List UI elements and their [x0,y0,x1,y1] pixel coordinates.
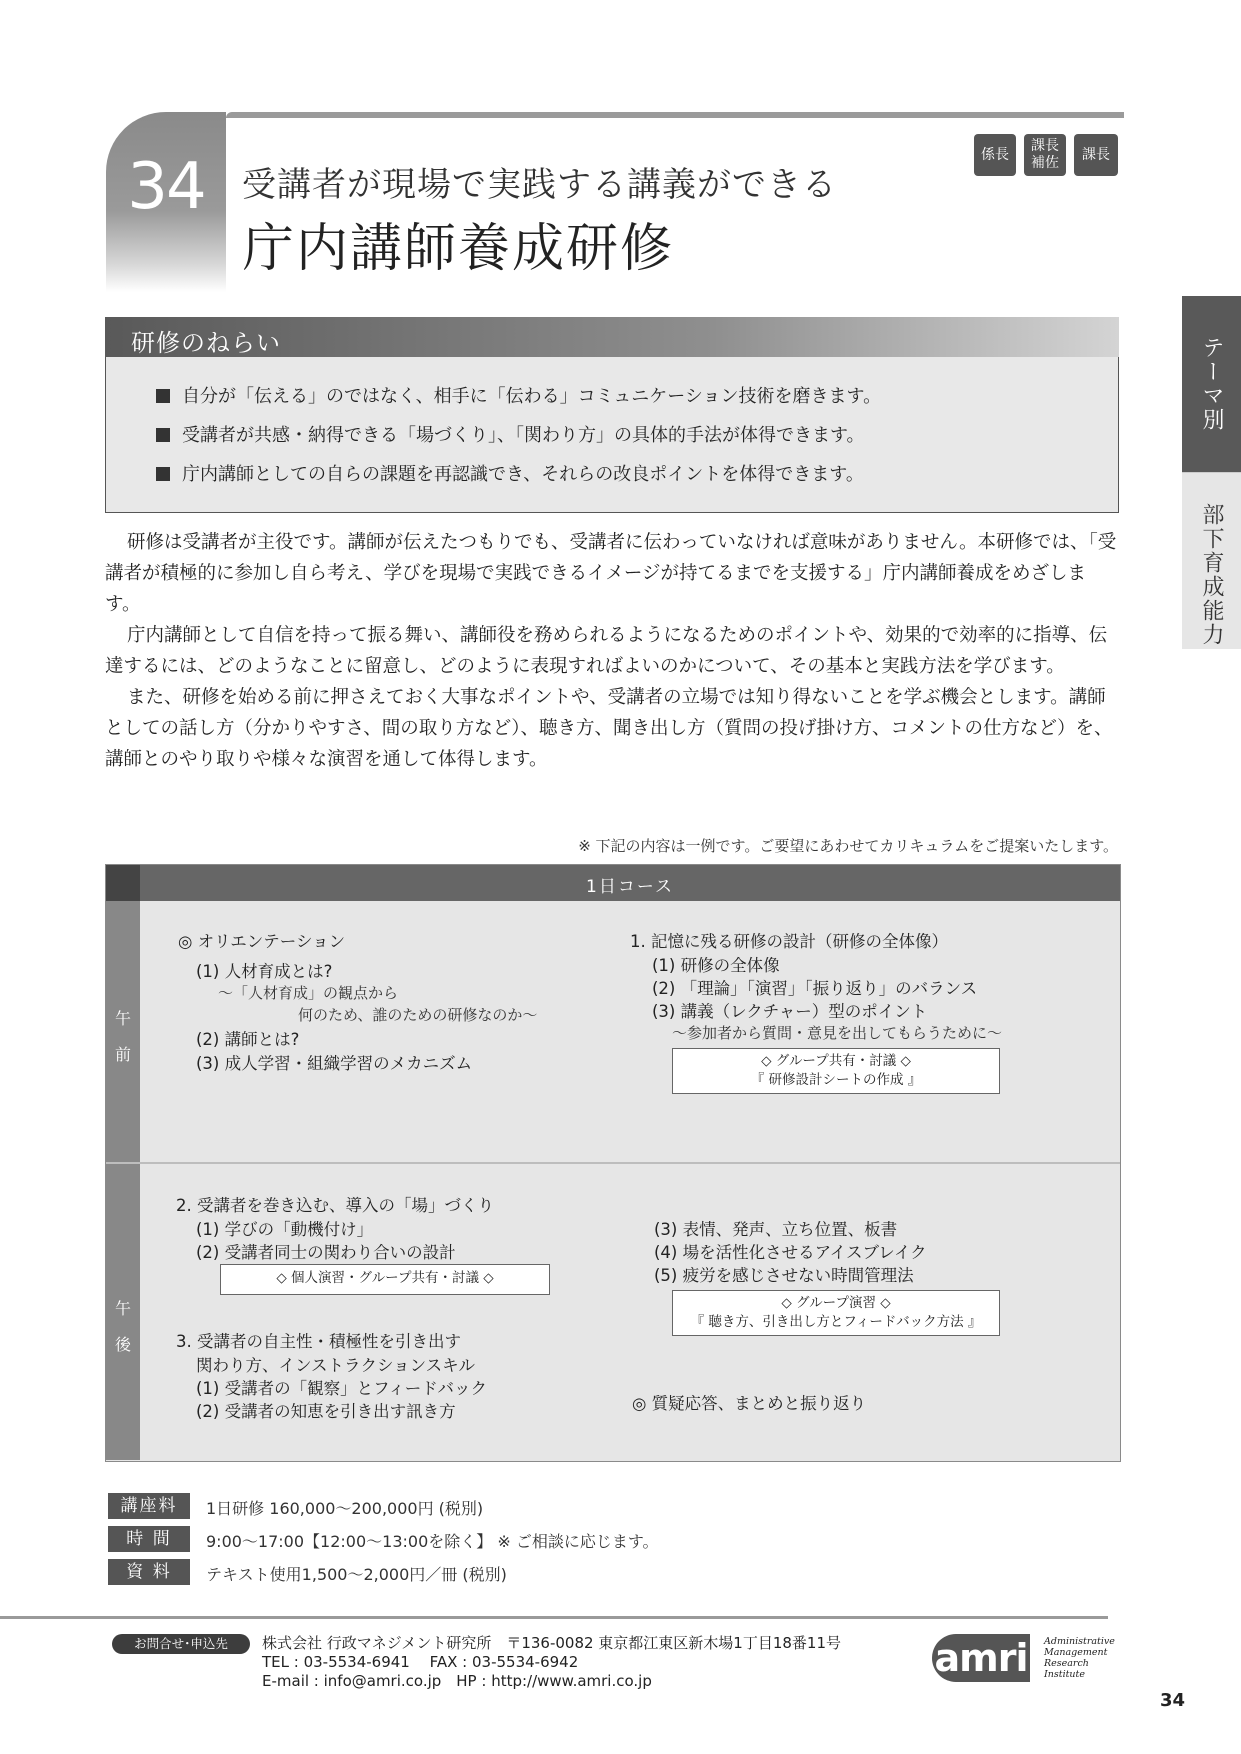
morning-topic: (3) 講義（レクチャー）型のポイント [652,1002,928,1021]
fee-label: 講座料 [108,1493,190,1519]
contact-label: お問合せ･申込先 [112,1634,250,1654]
afternoon-topic: ◎ 質疑応答、まとめと振り返り [632,1394,867,1413]
badge-kacho-hosa: 課長 補佐 [1024,134,1066,176]
morning-topic: (1) 研修の全体像 [652,956,780,975]
side-tab-category[interactable] [1182,472,1241,649]
course-table-corner [106,865,140,901]
afternoon-label-1: 午 [114,1299,131,1318]
curriculum-note: ※ 下記の内容は一例です。ご要望にあわせてカリキュラムをご提案いたします。 [578,837,1118,855]
footer-phone: TEL : 03-5534-6941 FAX : 03-5534-6942 [262,1653,579,1671]
footer-address: 株式会社 行政マネジメント研究所 〒136-0082 東京都江東区新木場1丁目18番11号 [262,1634,842,1652]
morning-label-1: 午 [114,1009,131,1028]
morning-topic: (2) 「理論」「演習」「振り返り」のバランス [652,979,978,998]
time-label: 時 間 [108,1526,190,1552]
footer-rule [0,1616,1108,1619]
amri-logo: amri [932,1634,1030,1682]
morning-workshop-box: ◇ グループ共有・討議 ◇ 『 研修設計シートの作成 』 [672,1048,1000,1094]
aim-item: 自分が「伝える」のではなく、相手に「伝わる」コミュニケーション技術を磨きます。 [156,382,881,408]
afternoon-topic: (4) 場を活性化させるアイスブレイク [654,1243,927,1262]
material-label: 資 料 [108,1559,190,1585]
square-bullet-icon [156,467,170,481]
time-value: 9:00～17:00【12:00～13:00を除く】 ※ ご相談に応じます。 [206,1532,659,1551]
afternoon-topic: (1) 学びの「動機付け」 [196,1220,374,1239]
morning-label-2: 前 [114,1045,131,1064]
side-tab-theme-label: テーマ別 [1199,336,1224,432]
afternoon-workshop-box-1: ◇ 個人演習・グループ共有・討議 ◇ [220,1264,550,1295]
amri-logo-subtitle: Administrative Management Research Institute [1044,1636,1115,1680]
course-duration: 1日コース [586,877,674,897]
morning-topic-note: ～参加者から質問・意見を出してもらうために～ [672,1024,1003,1042]
course-number: 34 [127,150,205,224]
afternoon-topic: (3) 表情、発声、立ち位置、板書 [654,1220,898,1239]
square-bullet-icon [156,428,170,442]
afternoon-topic: 関わり方、インストラクションスキル [196,1356,476,1375]
body-paragraph-1: 研修は受講者が主役です。講師が伝えたつもりでも、受講者に伝わっていなければ意味がありません。本研修では、「受講者が積極的に参加し自ら考え、学びを現場で実践できるイメージが持てるまでを支援する」庁内講師養成をめざします。 [105,532,1117,615]
morning-topic: 1. 記憶に残る研修の設計（研修の全体像） [630,932,948,951]
aim-item: 受講者が共感・納得できる「場づくり」、「関わり方」の具体的手法が体得できます。 [156,421,865,447]
aim-item: 庁内講師としての自らの課題を再認識でき、それらの改良ポイントを体得できます。 [156,460,864,486]
page-number: 34 [1160,1690,1186,1711]
afternoon-topic: (2) 受講者の知恵を引き出す訊き方 [196,1402,456,1421]
page-subtitle: 受講者が現場で実践する講義ができる [242,165,837,205]
square-bullet-icon [156,389,170,403]
afternoon-topic: (5) 疲労を感じさせない時間管理法 [654,1266,914,1285]
fee-value: 1日研修 160,000～200,000円 (税別) [206,1499,484,1518]
page-title: 庁内講師養成研修 [242,219,675,279]
aims-heading-bar [105,317,1119,357]
morning-topic: ◎ オリエンテーション [178,932,346,951]
badge-kakaricho: 係長 [974,134,1016,176]
material-value: テキスト使用1,500～2,000円／冊 (税別) [206,1565,507,1584]
afternoon-topic: (1) 受講者の「観察」とフィードバック [196,1379,487,1398]
footer-web: E-mail : info@amri.co.jp HP : http://www.amri.co.jp [262,1672,652,1690]
afternoon-label-2: 後 [114,1335,131,1354]
afternoon-topic: 3. 受講者の自主性・積極性を引き出す [176,1332,461,1351]
afternoon-topic: (2) 受講者同士の関わり合いの設計 [196,1243,456,1262]
morning-topic: (3) 成人学習・組織学習のメカニズム [196,1054,473,1073]
morning-topic: (1) 人材育成とは? [196,962,333,981]
morning-topic-note: ～「人材育成」の観点から [218,984,399,1002]
side-tab-category-label: 部下育成能力 [1199,503,1224,647]
aims-box [105,357,1119,513]
aims-heading: 研修のねらい [131,329,281,357]
body-paragraph-2: 庁内講師として自信を持って振る舞い、講師役を務められるようになるためのポイントや、効果的で効率的に指導、伝達するには、どのようなことに留意し、どのように表現すればよいのかについて、その基本と実践方法を学びます。 [105,625,1108,677]
period-divider [106,1162,1120,1164]
body-paragraph-3: また、研修を始める前に押さえておく大事なポイントや、受講者の立場では知り得ないことを学ぶ機会とします。講師としての話し方（分かりやすさ、間の取り方など）、聴き方、聞き出し方（質問の投げ掛け方、コメントの仕方など）を、講師とのやり取りや様々な演習を通して体得します。 [105,687,1113,770]
morning-topic: (2) 講師とは? [196,1030,300,1049]
afternoon-topic: 2. 受講者を巻き込む、導入の「場」づくり [176,1196,494,1215]
afternoon-workshop-box-2: ◇ グループ演習 ◇ 『 聴き方、引き出し方とフィードバック方法 』 [672,1290,1000,1336]
side-tab-theme[interactable] [1182,296,1241,472]
period-column [106,901,140,1460]
badge-kacho: 課長 [1074,134,1118,176]
morning-topic-note: 何のため、誰のための研修なのか～ [298,1006,538,1024]
